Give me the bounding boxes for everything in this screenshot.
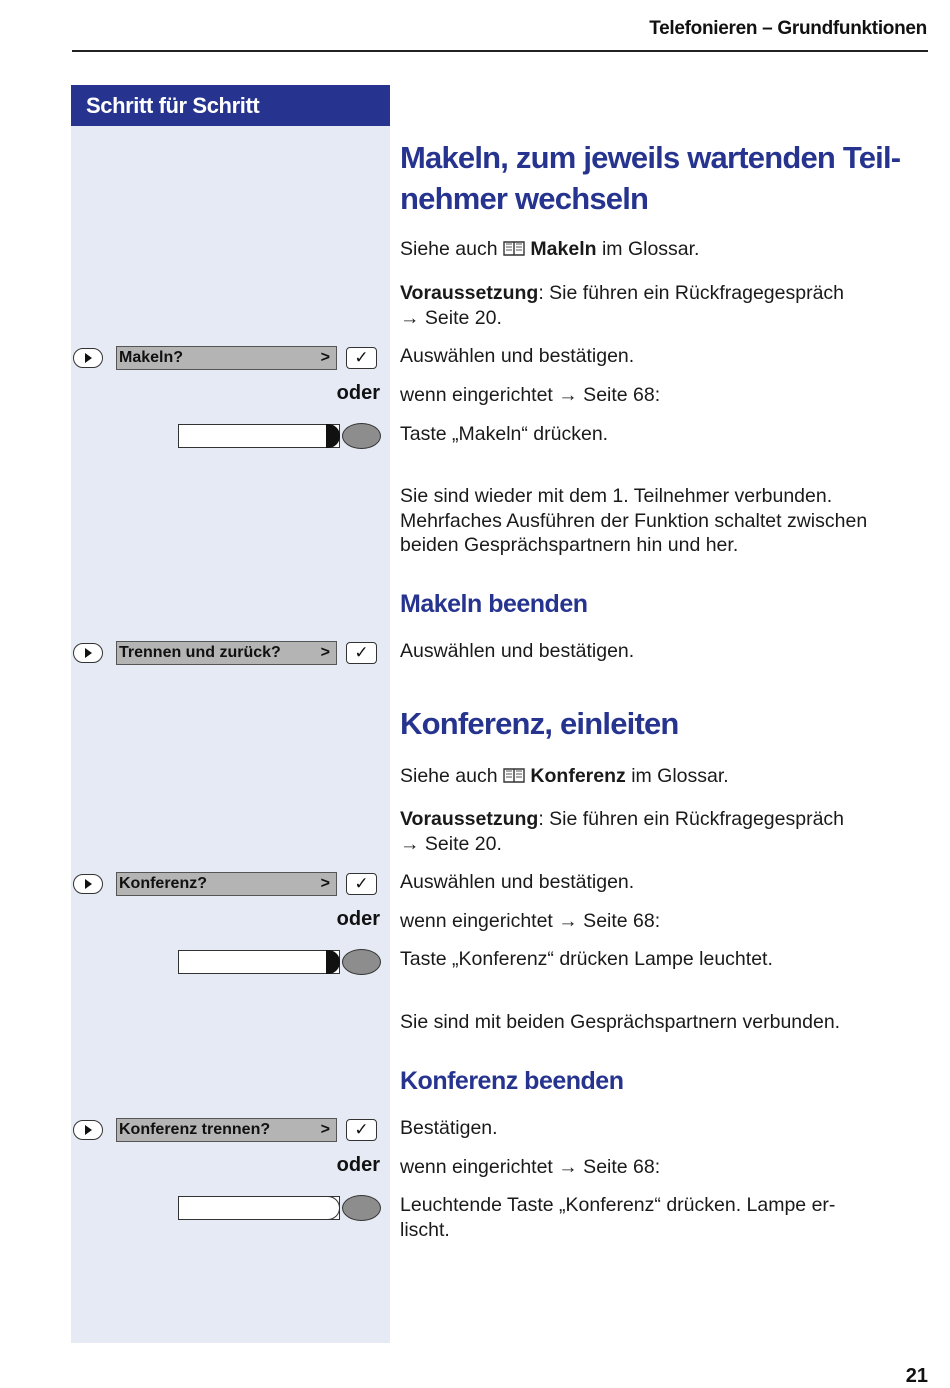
key-instruction-konferenz-beenden: Leuchtende Taste „Konferenz“ drücken. Lampe er- lischt.	[400, 1194, 836, 1241]
sidebar-title: Schritt für Schritt	[71, 85, 390, 126]
running-header: Telefonieren – Grundfunktionen	[649, 18, 927, 39]
alt-if-configured: wenn eingerichtet → Seite 68:	[400, 384, 661, 406]
key-instruction-konferenz: Taste „Konferenz“ drücken Lampe leuchtet.	[400, 948, 773, 970]
section-title-konferenz: Konferenz, einleiten	[400, 706, 679, 741]
section-title-makeln: Makeln, zum jeweils wartenden Teil- nehmer wechseln	[400, 140, 901, 216]
section-title-konferenz-beenden: Konferenz beenden	[400, 1067, 624, 1095]
prerequisite-makeln: Voraussetzung: Sie führen ein Rückfragegespräch → Seite 20.	[400, 282, 845, 329]
checkmark-icon[interactable]: ✓	[346, 1119, 377, 1141]
alt-if-configured: wenn eingerichtet → Seite 68:	[400, 910, 661, 932]
menu-item-makeln[interactable]: Makeln? >	[116, 346, 337, 370]
see-also-makeln: Siehe auch Makeln im Glossar.	[400, 238, 700, 260]
section-title-makeln-beenden: Makeln beenden	[400, 590, 588, 618]
checkmark-icon[interactable]: ✓	[346, 642, 377, 664]
result-makeln: Sie sind wieder mit dem 1. Teilnehmer verbunden. Mehrfaches Ausführen der Funktion schaltet zwischen beiden Gesprächspartnern hin und her.	[400, 485, 868, 556]
step-select-confirm: Auswählen und bestätigen.	[400, 871, 635, 893]
alt-if-configured: wenn eingerichtet → Seite 68:	[400, 1156, 661, 1178]
step-select-confirm: Auswählen und bestätigen.	[400, 640, 635, 662]
function-key-icon[interactable]	[178, 1196, 340, 1220]
open-book-icon	[503, 766, 525, 784]
checkmark-icon[interactable]: ✓	[346, 873, 377, 895]
step-confirm: Bestätigen.	[400, 1117, 498, 1139]
see-also-konferenz: Siehe auch Konferenz im Glossar.	[400, 765, 729, 787]
result-konferenz: Sie sind mit beiden Gesprächspartnern verbunden.	[400, 1011, 841, 1033]
lamp-icon	[342, 423, 381, 449]
checkmark-icon[interactable]: ✓	[346, 347, 377, 369]
lamp-icon	[342, 1195, 381, 1221]
menu-item-trennen-zurueck[interactable]: Trennen und zurück? >	[116, 641, 337, 665]
oder-label: oder	[336, 1154, 380, 1176]
oder-label: oder	[336, 382, 380, 404]
right-triangle-icon[interactable]	[73, 874, 103, 894]
right-triangle-icon[interactable]	[73, 348, 103, 368]
function-key-icon[interactable]	[178, 950, 340, 974]
header-rule	[72, 50, 928, 52]
menu-item-konferenz[interactable]: Konferenz? >	[116, 872, 337, 896]
function-key-icon[interactable]	[178, 424, 340, 448]
open-book-icon	[503, 239, 525, 257]
page-number: 21	[905, 1365, 928, 1387]
lamp-icon	[342, 949, 381, 975]
menu-item-konferenz-trennen[interactable]: Konferenz trennen? >	[116, 1118, 337, 1142]
prerequisite-konferenz: Voraussetzung: Sie führen ein Rückfragegespräch → Seite 20.	[400, 808, 845, 855]
right-triangle-icon[interactable]	[73, 643, 103, 663]
step-select-confirm: Auswählen und bestätigen.	[400, 345, 635, 367]
key-instruction-makeln: Taste „Makeln“ drücken.	[400, 423, 609, 445]
oder-label: oder	[336, 908, 380, 930]
right-triangle-icon[interactable]	[73, 1120, 103, 1140]
